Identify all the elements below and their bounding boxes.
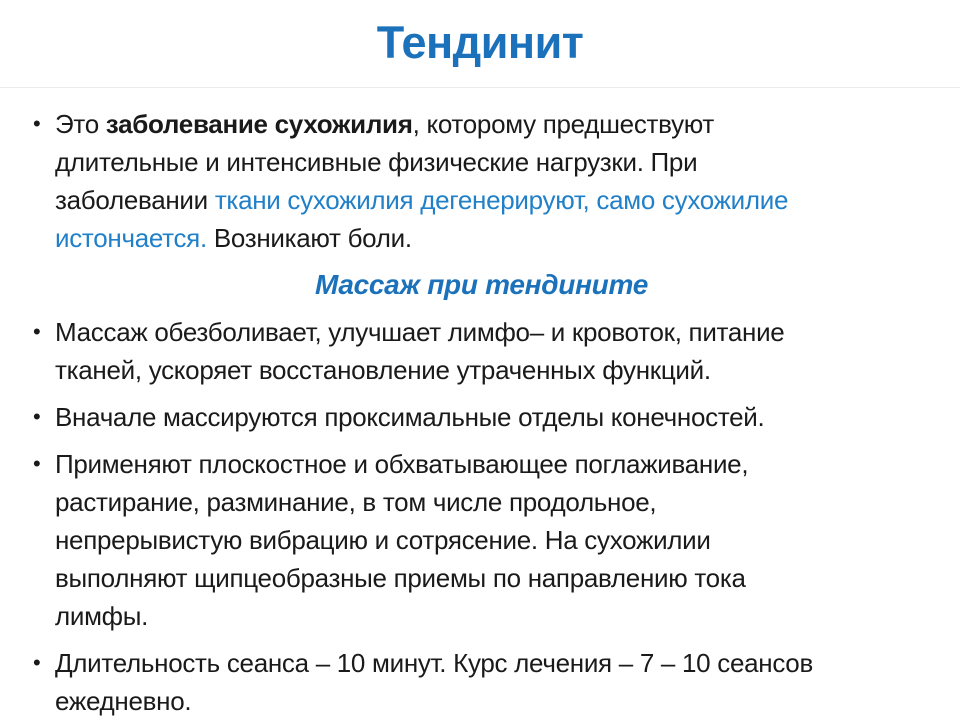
bullet-item — [33, 644, 930, 720]
text-segment: Возникают боли. — [206, 223, 412, 253]
text-segment: выполняют щипцеобразные приемы по направлению тока — [55, 563, 746, 593]
text-segment: длительные и интенсивные физические нагрузки. При — [55, 147, 698, 177]
bullet-text — [55, 105, 930, 257]
bullet-item — [33, 105, 930, 257]
text-segment: Применяют плоскостное и обхватывающее поглаживание, — [55, 449, 749, 479]
text-segment: Это — [55, 109, 106, 139]
text-segment: заболевании — [55, 185, 215, 215]
bullet-icon: • — [33, 404, 41, 429]
text-segment: ткани сухожилия дегенерируют, само сухожилие — [214, 185, 789, 215]
bullet-item — [33, 313, 930, 389]
text-segment: , которому предшествуют — [412, 109, 715, 139]
text-segment: истончается. — [55, 223, 207, 253]
bullet-icon: • — [33, 451, 41, 476]
bullet-text — [55, 445, 930, 635]
bullet-item — [33, 398, 930, 436]
bullet-icon: • — [33, 650, 41, 675]
text-segment: Длительность сеанса – 10 минут. Курс лечения – 7 – 10 сеансов — [55, 648, 813, 678]
bullet-text — [55, 644, 930, 720]
text-segment: Вначале массируются проксимальные отделы конечностей. — [55, 402, 765, 432]
bullet-icon: • — [33, 319, 41, 344]
slide-body — [0, 88, 960, 720]
bullet-item — [33, 445, 930, 635]
bullet-icon: • — [33, 111, 41, 136]
bullet-text — [55, 313, 930, 389]
text-segment: лимфы. — [55, 601, 149, 631]
presentation-slide — [0, 16, 960, 720]
text-segment: ежедневно. — [55, 686, 192, 716]
text-segment: Массаж обезболивает, улучшает лимфо– и кровоток, питание — [55, 317, 785, 347]
text-segment: растирание, разминание, в том числе продольное, — [55, 487, 657, 517]
slide-title: Тендинит — [376, 17, 584, 68]
bullet-text — [55, 398, 930, 436]
text-segment: тканей, ускоряет восстановление утраченных функций. — [55, 355, 711, 385]
section-heading — [33, 266, 930, 304]
text-segment: Массаж при тендините — [315, 269, 648, 300]
text-segment: заболевание сухожилия — [105, 109, 413, 139]
text-segment: непрерывистую вибрацию и сотрясение. На сухожилии — [55, 525, 711, 555]
